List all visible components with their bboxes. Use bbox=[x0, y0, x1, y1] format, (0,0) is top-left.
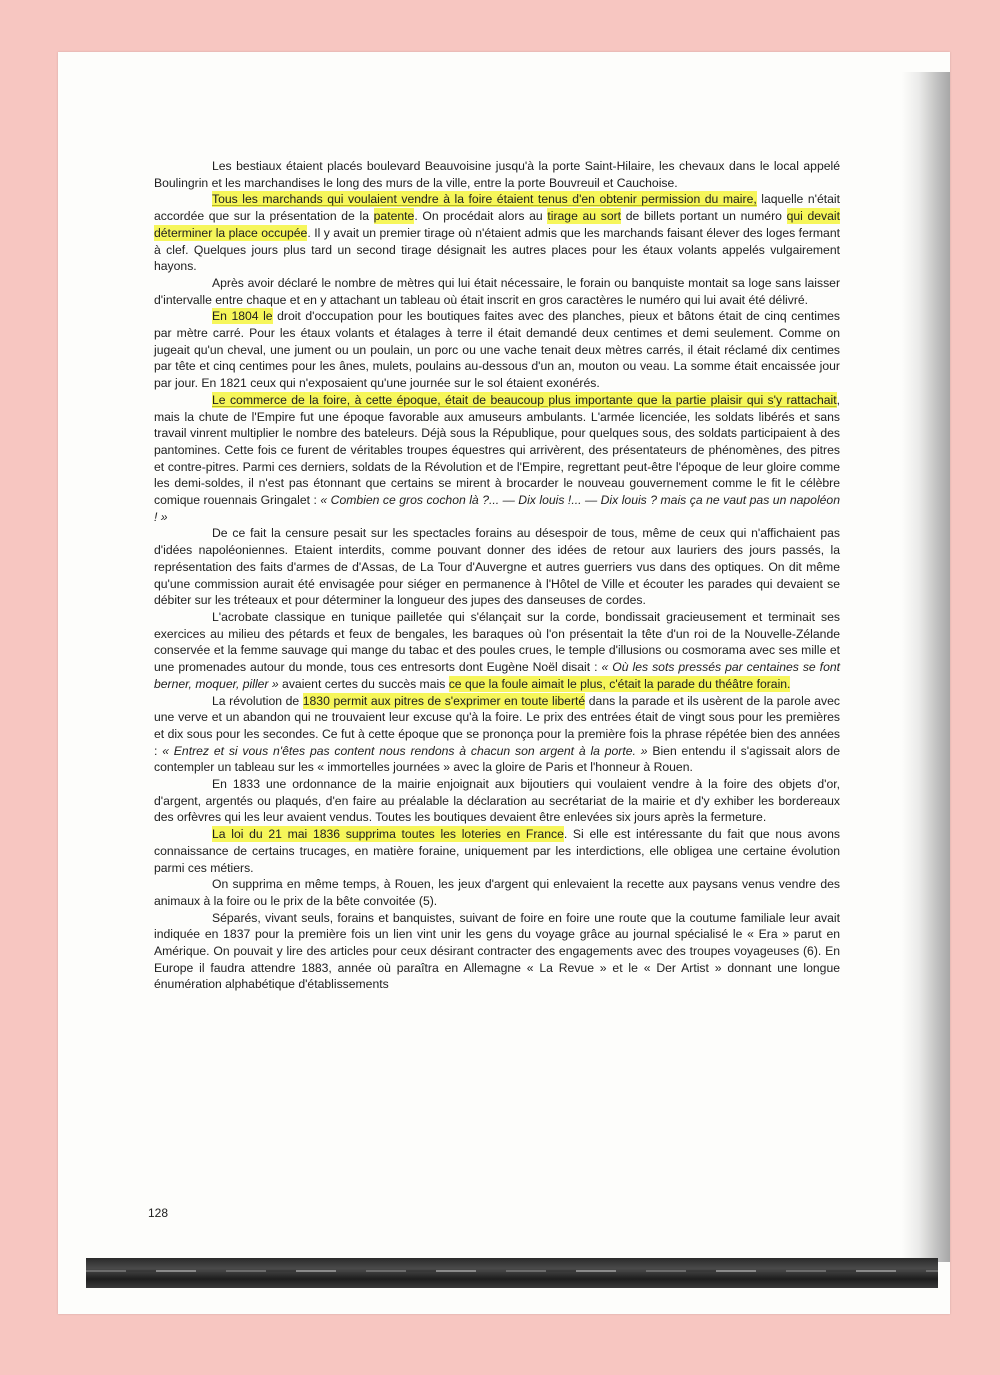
text-run: Après avoir déclaré le nombre de mètres qui lui était nécessaire, le forain ou banquiste montait sa loge sans laisser d'intervalle entre chaque et en y attachant un tableau où était inscrit en gros caractères le numéro qui lui avait été délivré. bbox=[154, 275, 840, 307]
scan-bottom-bar bbox=[86, 1258, 938, 1288]
paragraph bbox=[154, 275, 840, 308]
highlighted-text: qui devait déterminer la place occupée bbox=[154, 209, 841, 240]
text-run: « Combien ce gros cochon là ?... — Dix louis !... — Dix louis ? mais ça ne vaut pas un napoléon ! » bbox=[154, 493, 840, 524]
text-run: En 1833 une ordonnance de la mairie enjoignait aux bijoutiers qui voulaient vendre à la foire des objets d'or, d'argent, argentés ou plaqués, d'en faire au préalable la déclaration au secrétariat de la mairie et d'y exhiber les bordereaux des orfèvres qui les leur avaient vendus. Toutes les boutiques devaient être enlevées six jours après la fermeture. bbox=[154, 777, 840, 825]
paragraph bbox=[154, 525, 840, 609]
paragraph bbox=[154, 910, 840, 994]
highlighted-text: Le commerce de la foire, à cette époque, était de beaucoup plus importante que la partie plaisir qui s'y rattachait bbox=[212, 392, 837, 407]
text-run: « Entrez et si vous n'êtes pas content nous rendons à chacun son argent à la porte. » bbox=[162, 743, 648, 758]
paragraph bbox=[154, 826, 840, 876]
highlighted-text: 1830 permit aux pitres de s'exprimer en toute liberté bbox=[302, 693, 586, 708]
text-run: De ce fait la censure pesait sur les spectacles forains au désespoir de tous, même de ceux qui n'affichaient pas d'idées napoléoniennes. Etaient interdits, comme pouvant donner des idées de retour aux lauriers des jours passés, la représentation des faits d'armes de d'Assas, de La Tour d'Auvergne et autres guerriers vus dans des optiques. On dit même qu'une commission aurait été envisagée pour siéger en permanence à l'Hôtel de Ville et écouter les parades qui devaient se débiter sur les tréteaux et pour déterminer la longueur des jupes des danseuses de cordes. bbox=[154, 526, 840, 608]
page-number: 128 bbox=[148, 1206, 169, 1220]
highlighted-text: patente bbox=[373, 209, 415, 224]
text-run: . Il y avait un premier tirage où n'étaient admis que les marchands faisant élever des loges fermant à clef. Quelques jours plus tard un second tirage désignait les autres places pour les étaux volants appelés vulgairement hayons. bbox=[154, 225, 840, 274]
text-run: Bien entendu il s'agissait alors de contempler un tableau sur les « immortelles journées » avec la gloire de Paris et l'honneur à Rouen. bbox=[154, 743, 840, 775]
highlighted-text: ce que la foule aimait le plus, c'était la parade du théâtre forain. bbox=[448, 676, 791, 691]
text-run: droit d'occupation pour les boutiques faites avec des planches, pieux et bâtons était de cinq centimes par mètre carré. Pour les étaux volants et étalages à terre il était demandé deux centimes et demi seulement. Comme on jugeait qu'un cheval, une jument ou un poulain, un porc ou une vache tenait deux mètres carrés, il était réclamé dix centimes par tête et cinq centimes pour les ânes, mulets, poulains au-dessous d'un an, mouton ou veau. La somme était encaissée jour par jour. En 1821 ceux qui n'exposaient qu'une journée sur le sol étaient exonérés. bbox=[154, 309, 840, 391]
paragraph bbox=[154, 693, 840, 777]
text-run: . Si elle est intéressante du fait que nous avons connaissance de certains trucages, en matière foraine, uniquement par les interdictions, elle obligea une certaine évolution parmi ces métiers. bbox=[154, 827, 840, 875]
text-run: avaient certes du succès mais bbox=[278, 676, 449, 691]
text-run: L'acrobate classique en tunique pailletée qui s'élançait sur la corde, bondissait gracieusement et terminait ses exercices au milieu des pétards et feux de bengales, les baraques où l'on présentait la tête d'un roi de la Nouvelle-Zélande conservée et la femme sauvage qui mange du tabac et des poules crues, le temple d'illusions ou cosmorama avec ses mille et une promenades autour du monde, tous ces entresorts dont Eugène Noël disait : bbox=[154, 609, 840, 675]
paragraph bbox=[154, 776, 840, 826]
body-text bbox=[154, 158, 840, 993]
paragraph bbox=[154, 609, 840, 693]
text-run: . On procédait alors au bbox=[414, 209, 548, 224]
text-run: laquelle n'était accordée que sur la présentation de la bbox=[154, 192, 840, 224]
scan-edge-shadow bbox=[902, 72, 950, 1262]
text-run: Les bestiaux étaient placés boulevard Beauvoisine jusqu'à la porte Saint-Hilaire, les chevaux dans le local appelé Boulingrin et les marchandises le long des murs de la ville, entre la porte Bouvreuil et Cauchoise. bbox=[154, 159, 840, 190]
text-run: « Où les sots pressés par centaines se font berner, moquer, piller » bbox=[154, 660, 841, 691]
text-run: , mais la chute de l'Empire fut une époque favorable aux amuseurs ambulants. L'armée licenciée, les soldats libérés et sans travail vinrent multiplier le nombre des bateleurs. Déjà sous la République, pour quelques sous, des soldats participaient à des pantomines. Cette fois ce furent de véritables troupes équestres qui arrivèrent, des présentateurs de phénomènes, des pitres et contre-pitres. Parmi ces derniers, soldats de la Révolution et de l'Empire, regrettant peut-être l'époque de leur gloire comme les demi-soldes, il n'est pas étonnant que certains se mirent à brocarder le nouveau gouvernement comme le fit le célèbre comique rouennais Gringalet : bbox=[154, 392, 840, 508]
scanned-page bbox=[58, 52, 950, 1314]
paragraph bbox=[154, 876, 840, 909]
paragraph bbox=[154, 158, 840, 191]
highlighted-text: tirage au sort bbox=[547, 209, 622, 224]
paragraph bbox=[154, 191, 840, 275]
text-run: dans la parade et ils usèrent de la parole avec une verve et un abandon qui ne trouvaient leur excuse qu'à la foire. Le prix des entrées était de vingt sous pour les premières et dix sous pour les secondes. Ce fut à cette époque que se prononça pour la première fois la phrase répétée bien des années : bbox=[154, 693, 840, 758]
highlighted-text: En 1804 le bbox=[212, 309, 273, 324]
text-run: La révolution de bbox=[212, 693, 303, 708]
text-run: de billets portant un numéro bbox=[621, 209, 787, 224]
text-run: On supprima en même temps, à Rouen, les jeux d'argent qui enlevaient la recette aux paysans venus vendre des animaux à la foire ou le prix de la bête convoitée (5). bbox=[154, 877, 840, 908]
highlighted-text: Tous les marchands qui voulaient vendre à la foire étaient tenus d'en obtenir permission du maire, bbox=[212, 192, 757, 207]
paragraph bbox=[154, 308, 840, 392]
paragraph bbox=[154, 392, 840, 526]
text-run: Séparés, vivant seuls, forains et banquistes, suivant de foire en foire une route que la coutume familiale leur avait indiquée en 1837 pour la première fois un lien vint unir les gens du voyage grâce au journal spécialisé le « Era » parut en Amérique. On pouvait y lire des articles pour ceux désirant contracter des engagements avec des troupes voyageuses (6). En Europe il faudra attendre 1883, année où paraîtra en Allemagne « La Revue » et le « Der Artist » donnant une longue énumération alphabétique d'établissements bbox=[154, 910, 840, 992]
highlighted-text: La loi du 21 mai 1836 supprima toutes les loteries en France bbox=[212, 827, 564, 842]
